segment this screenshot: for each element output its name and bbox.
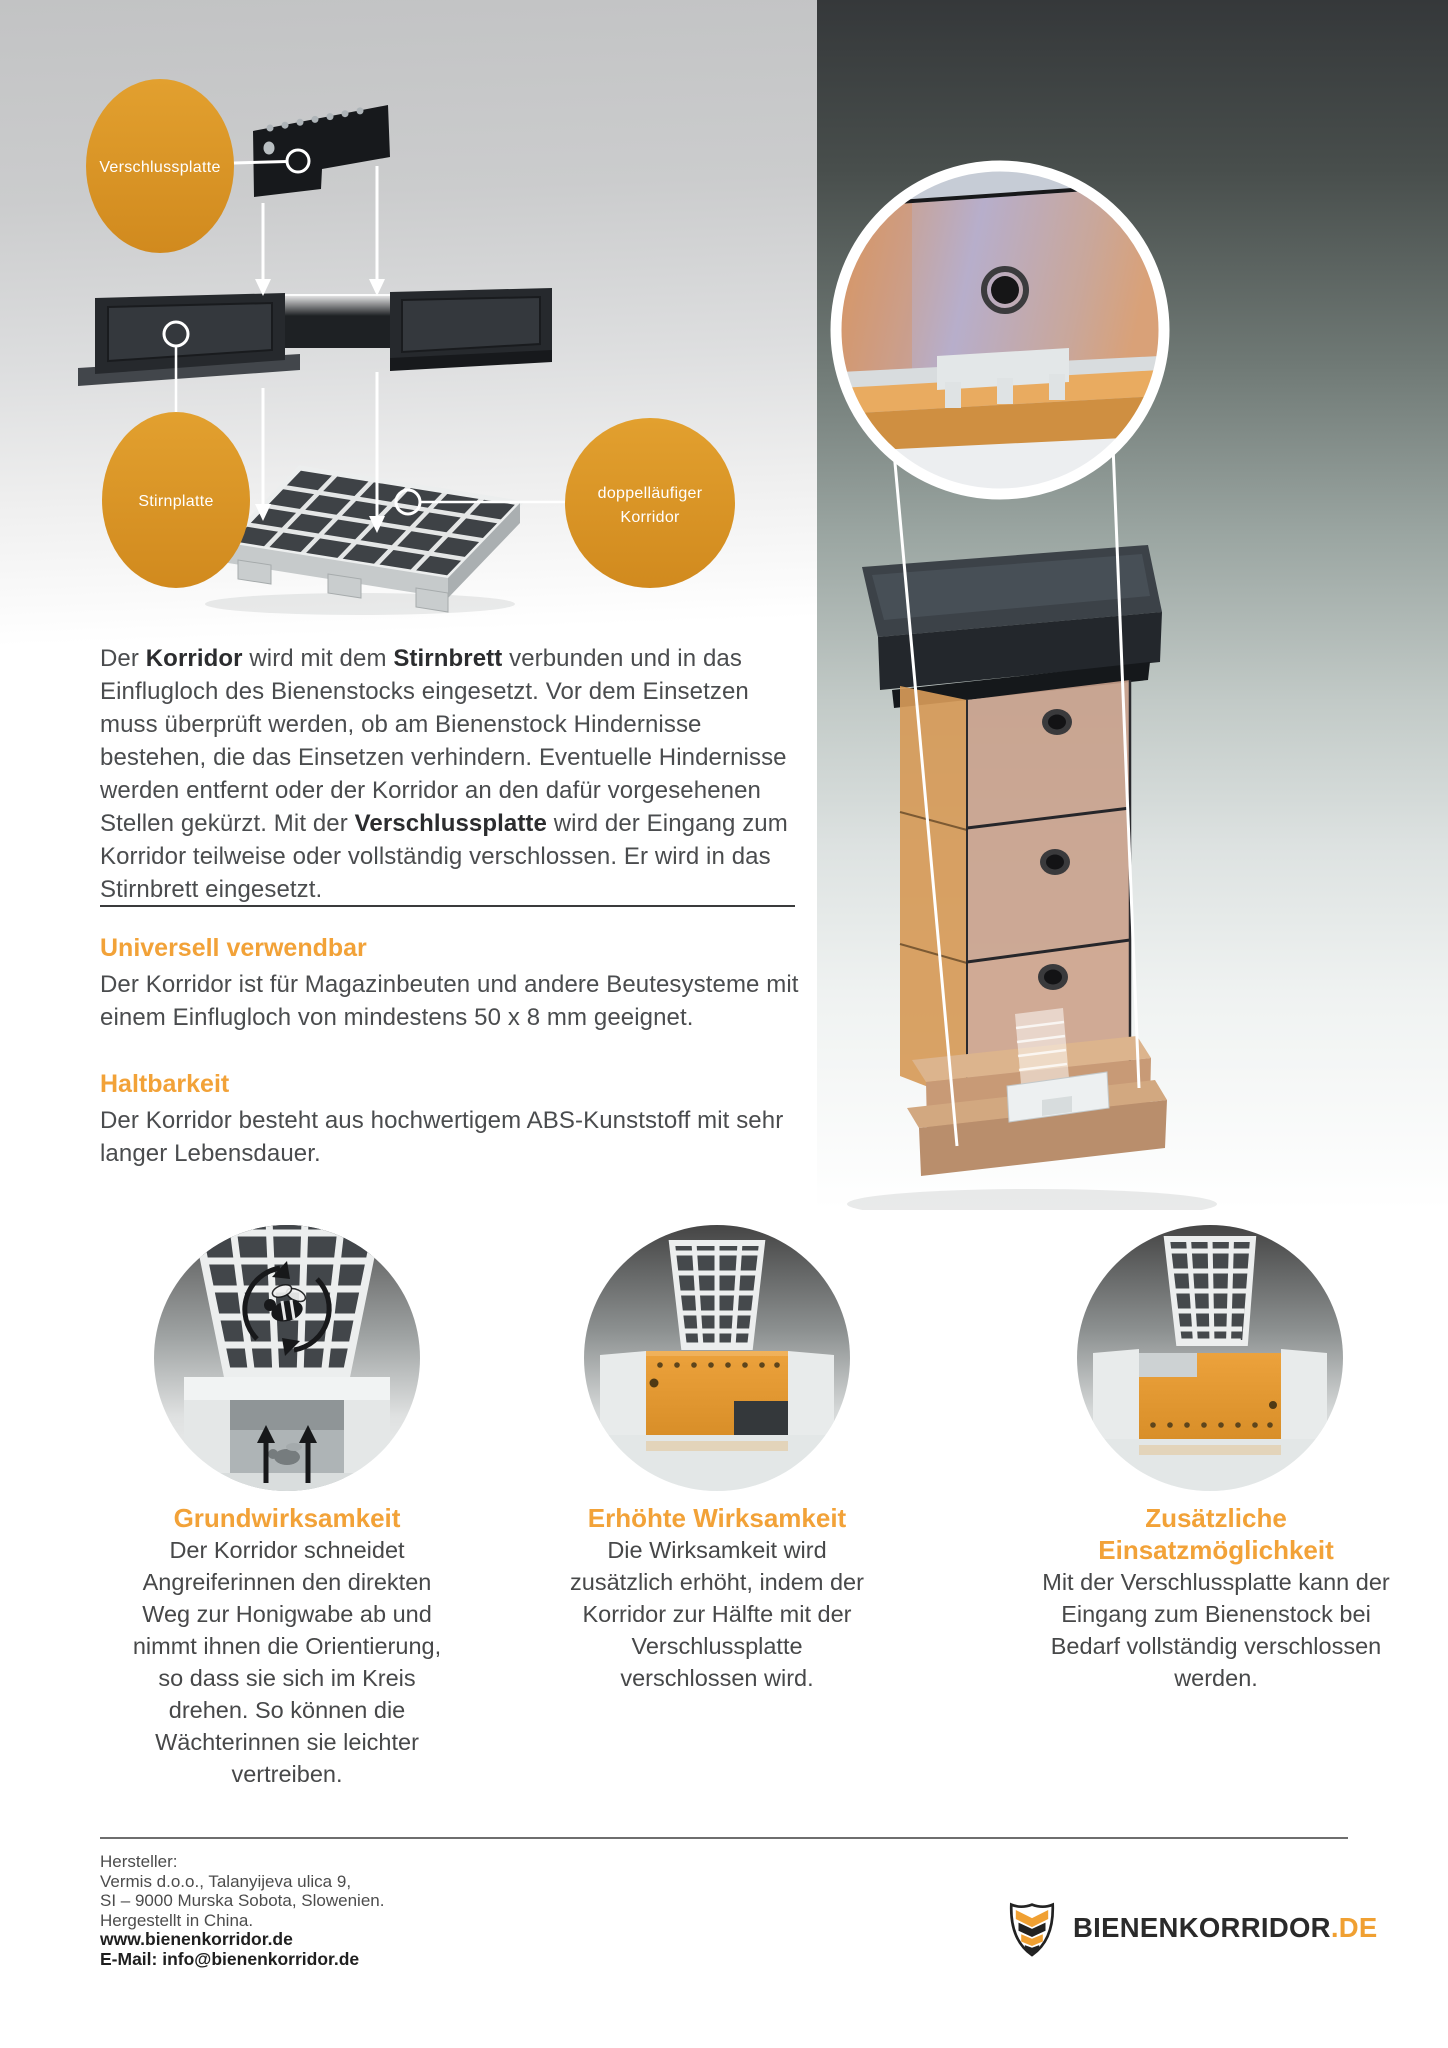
- closure-plate-half: [646, 1351, 788, 1437]
- divider: [100, 905, 795, 907]
- stirnbrett-board: [78, 288, 552, 386]
- feature-body: Mit der Verschlussplatte kann der Eingang zum Bienenstock bei Bedarf vollständig verschlossen werden.: [1042, 1569, 1390, 1691]
- section-heading-universell: Universell verwendbar: [100, 934, 367, 962]
- open-passage: [734, 1401, 788, 1437]
- hive-shadow: [847, 1189, 1217, 1210]
- korridor-grid-through-wall: [1015, 1008, 1069, 1084]
- channel-wall: [600, 1351, 646, 1441]
- intro-paragraph: [100, 642, 805, 906]
- hive-render: [817, 0, 1448, 1210]
- section-body-universell: Der Korridor ist für Magazinbeuten und andere Beutesysteme mit einem Einflugloch von mindestens 50 x 8 mm geeignet.: [100, 971, 799, 1031]
- manufacturer-city: SI – 9000 Murska Sobota, Slowenien.: [100, 1891, 385, 1910]
- brand-logo: [1005, 1898, 1378, 1958]
- bee-shield-icon: [1005, 1898, 1059, 1958]
- manufacturer-label: Hersteller:: [100, 1852, 178, 1871]
- channel-wall: [788, 1351, 834, 1441]
- verschlussplatte-plate: [253, 105, 390, 197]
- footer-divider: [100, 1837, 1348, 1839]
- korridor-grid: [228, 468, 520, 612]
- feature-title: Erhöhte Wirksamkeit: [587, 1503, 847, 1533]
- korridor-label-line2: Korridor: [620, 509, 680, 526]
- intro-bold-stirnbrett: Stirnbrett: [393, 645, 503, 672]
- logo-name: BIENENKORRIDOR: [1073, 1912, 1331, 1943]
- korridor-label-circle: [565, 418, 735, 588]
- exploded-diagram: [0, 0, 817, 640]
- manufacturer-name: Vermis d.o.o., Talanyijeva ulica 9,: [100, 1871, 352, 1891]
- entrance-slot-glow: [285, 294, 390, 316]
- verschlussplatte-label: Verschlussplatte: [99, 159, 221, 176]
- korridor-grid: [672, 1243, 762, 1347]
- stirnplatte-label-circle: [102, 412, 250, 588]
- feature-body: Die Wirksamkeit wird zusätzlich erhöht, indem der Korridor zur Hälfte mit der Verschlussplatte verschlossen wird.: [570, 1537, 864, 1691]
- hive-entrance-hole: [991, 276, 1019, 304]
- website-text: www.bienenkorridor.de: [100, 1929, 293, 1949]
- feature-caption: [1032, 1502, 1400, 1694]
- channel-wall: [1281, 1349, 1327, 1445]
- korridor-unit: [937, 348, 1069, 408]
- intro-text: Der: [100, 645, 146, 672]
- email-text: E-Mail: info@bienenkorridor.de: [100, 1948, 360, 1969]
- footer-manufacturer-block: [100, 1852, 384, 1969]
- feature-caption: [567, 1502, 867, 1694]
- korridor-label-line1: doppelläufiger: [597, 485, 703, 502]
- logo-tld: .DE: [1330, 1912, 1378, 1943]
- intro-bold-korridor: Korridor: [145, 645, 243, 672]
- section-heading-haltbarkeit: Haltbarkeit: [100, 1070, 230, 1098]
- channel-wall: [1093, 1349, 1139, 1445]
- feature-body: Der Korridor schneidet Angreiferinnen den direkten Weg zur Honigwabe ab und nimmt ihnen die Orientierung, so dass sie sich im Kreis drehen. So können die Wächterinnen sie leichter vertreiben.: [132, 1537, 442, 1787]
- hive-entrance-hole: [1042, 709, 1072, 735]
- feature-circle-einsatzmoeglichkeit: [1077, 1225, 1343, 1491]
- korridor-front-channel: [154, 1377, 420, 1491]
- feature-title: Zusätzliche Einsatzmöglichkeit: [1098, 1503, 1334, 1565]
- korridor-grid: [1167, 1239, 1253, 1343]
- hive-entrance-hole: [1038, 964, 1068, 990]
- hive-render-panel: [817, 0, 1448, 1210]
- intro-text: wird der Eingang zum Korridor teilweise oder vollständig verschlossen. Er wird in das Stirnbrett eingesetzt.: [100, 810, 788, 903]
- feature-caption: [127, 1502, 447, 1790]
- beehive: [847, 545, 1217, 1210]
- magnifier-circle: [835, 165, 1165, 495]
- hive-entrance-hole: [1040, 849, 1070, 875]
- section-body-haltbarkeit: Der Korridor besteht aus hochwertigem ABS-Kunststoff mit sehr langer Lebensdauer.: [100, 1107, 784, 1167]
- feature-title: Grundwirksamkeit: [173, 1503, 401, 1533]
- stirnplatte-label: Stirnplatte: [138, 493, 214, 510]
- intro-text: wird mit dem: [242, 645, 394, 672]
- verschlussplatte-label-circle: [86, 79, 234, 253]
- intro-bold-verschlussplatte: Verschlussplatte: [354, 810, 547, 837]
- intro-text: verbunden und in das Einflugloch des Bienenstocks eingesetzt. Vor dem Einsetzen muss überprüft werden, ob am Bienenstock Hindernisse bestehen, die das Einsetzen verhindern. Eventuelle Hindernisse werden entfernt oder der Korridor an den dafür vorgesehenen Stellen gekürzt. Mit der: [100, 645, 787, 837]
- feature-circle-erhoehte-wirksamkeit: [584, 1225, 850, 1491]
- logo-wordmark: [1073, 1912, 1378, 1944]
- feature-circle-grundwirksamkeit: [154, 1225, 420, 1491]
- manufacturer-origin: Hergestellt in China.: [100, 1910, 254, 1930]
